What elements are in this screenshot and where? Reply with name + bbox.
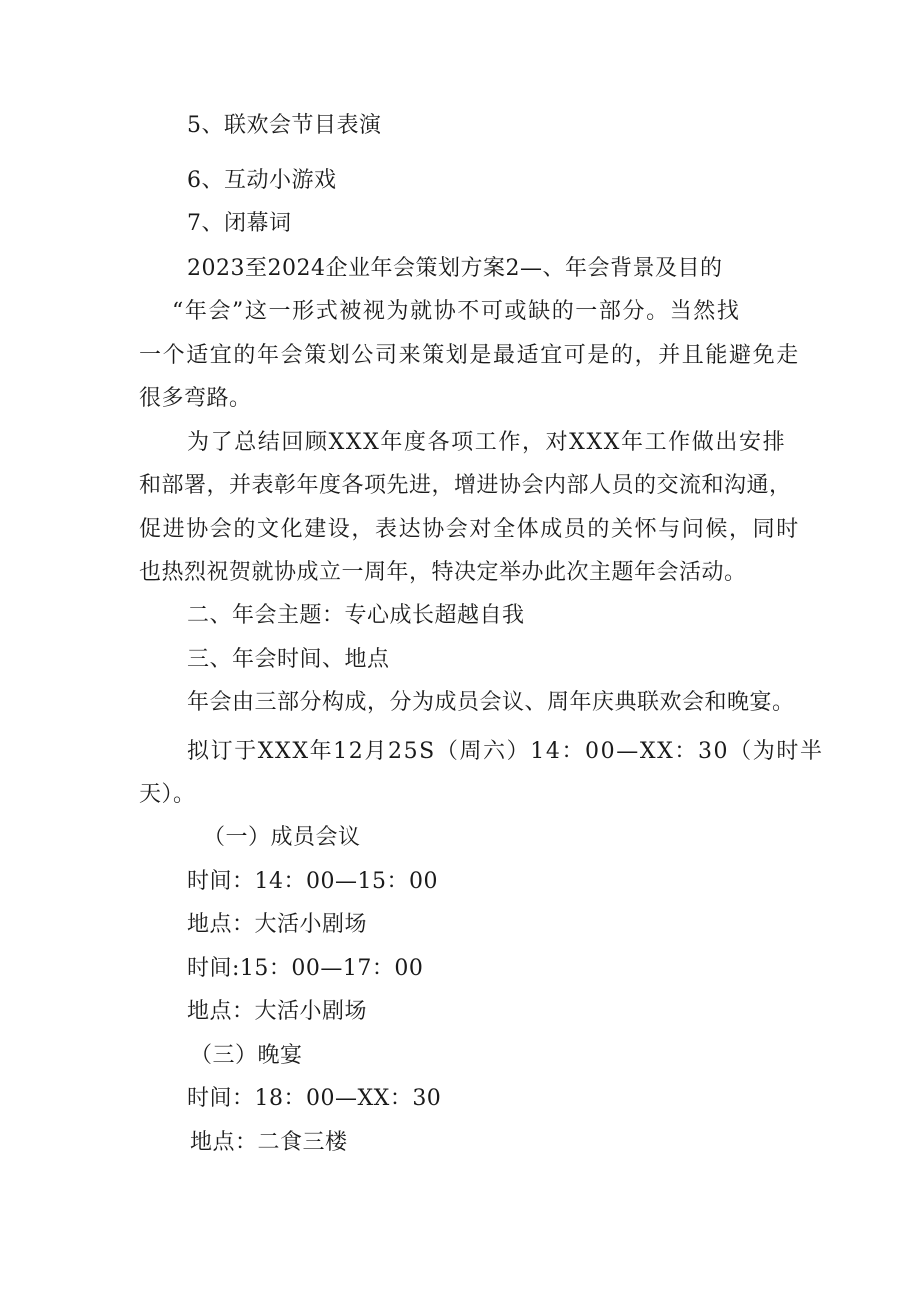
- section-heading-time-place: 三、年会时间、地点: [187, 647, 390, 672]
- subsection-heading-member-meeting: （一）成员会议: [203, 825, 361, 850]
- section-heading-background: 2023至2024企业年会策划方案2—、年会背景及目的: [187, 256, 723, 281]
- schedule-location: 地点：大活小剧场: [187, 912, 368, 937]
- section-heading-theme: 二、年会主题：专心成长超越自我: [187, 603, 525, 628]
- paragraph-line: “年会”这一形式被视为就协不可或缺的一部分。当然找: [172, 299, 741, 324]
- schedule-time: 时间:15：00—17：00: [187, 956, 424, 981]
- paragraph-line: 促进协会的文化建设，表达协会对全体成员的关怀与问候，同时: [139, 517, 800, 542]
- schedule-time: 时间：18：00—XX：30: [187, 1086, 442, 1111]
- paragraph-line: 一个适宜的年会策划公司来策划是最适宜可是的，并且能避免走: [139, 343, 800, 368]
- schedule-location: 地点：二食三楼: [190, 1130, 348, 1155]
- paragraph-line: 天）。: [139, 782, 196, 807]
- paragraph-line: 和部署，并表彰年度各项先进，增进协会内部人员的交流和沟通，: [139, 473, 792, 498]
- paragraph-line: 为了总结回顾XXX年度各项工作，对XXX年工作做出安排: [187, 430, 787, 455]
- paragraph-line: 也热烈祝贺就协成立一周年，特决定举办此次主题年会活动。: [139, 560, 747, 585]
- program-item-5: 5、联欢会节目表演: [187, 113, 382, 138]
- program-item-7: 7、闭幕词: [187, 211, 292, 236]
- paragraph-line: 拟订于XXX年12月25S（周六）14：00—XX：30（为时半: [187, 739, 824, 764]
- schedule-time: 时间：14：00—15：00: [187, 869, 438, 894]
- program-item-6: 6、互动小游戏: [187, 168, 337, 193]
- schedule-location: 地点：大活小剧场: [187, 999, 368, 1024]
- paragraph-line: 年会由三部分构成，分为成员会议、周年庆典联欢会和晚宴。: [187, 690, 795, 715]
- paragraph-line: 很多弯路。: [139, 386, 252, 411]
- subsection-heading-banquet: （三）晚宴: [190, 1043, 303, 1068]
